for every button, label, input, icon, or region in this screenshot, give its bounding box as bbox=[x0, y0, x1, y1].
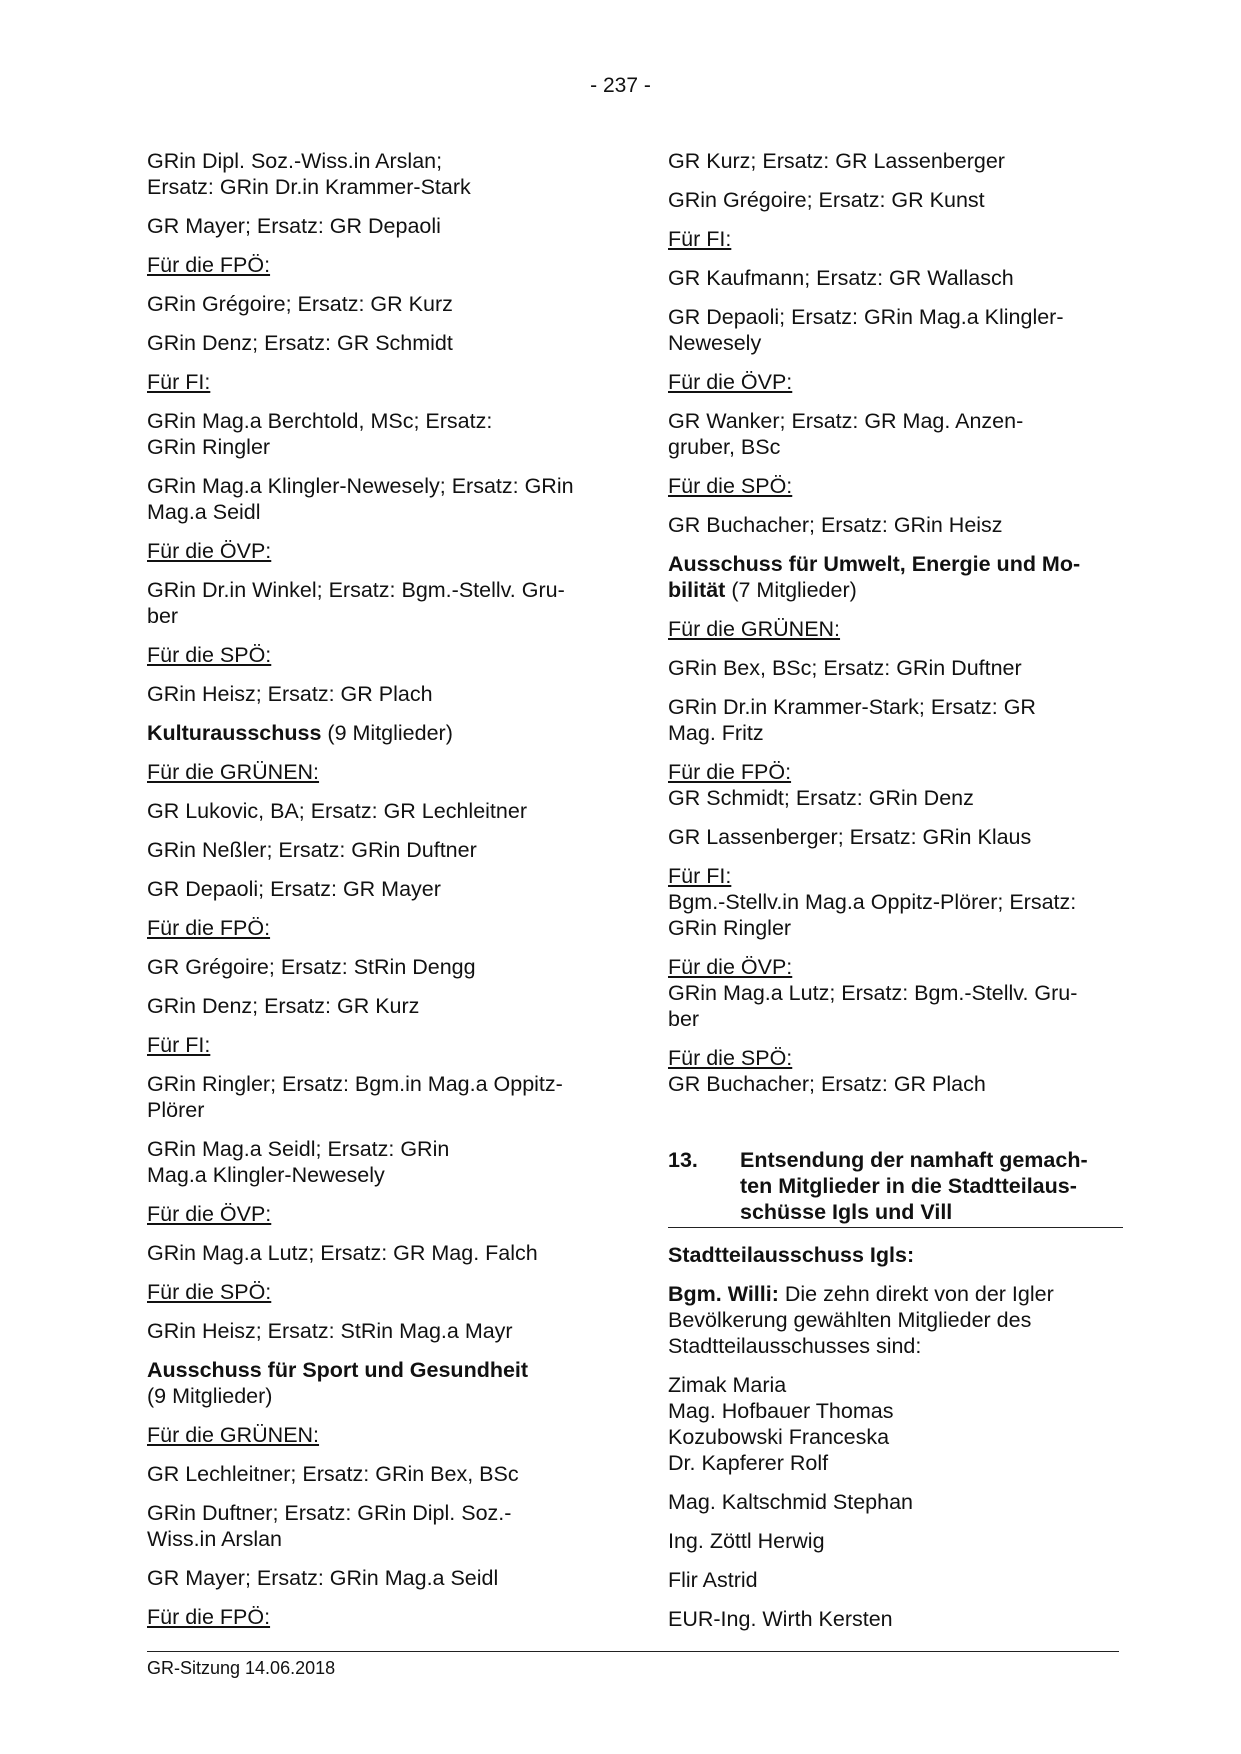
subsection-heading: Stadtteilausschuss Igls: bbox=[668, 1243, 915, 1267]
member-entry: GRin Neßler; Ersatz: GRin Duftner bbox=[147, 838, 477, 862]
member-entry: GR Buchacher; Ersatz: GRin Heisz bbox=[668, 513, 1003, 537]
member-entry: GRin Mag.a Seidl; Ersatz: GRin Mag.a Klingler-Newesely bbox=[147, 1137, 450, 1187]
member-entry: GRin Heisz; Ersatz: GR Plach bbox=[147, 682, 433, 706]
party-heading: Für die SPÖ: bbox=[668, 1046, 793, 1070]
committee-heading bbox=[668, 551, 1123, 603]
member-entry: GRin Duftner; Ersatz: GRin Dipl. Soz.- Wiss.in Arslan bbox=[147, 1501, 512, 1551]
committee-detail: (7 Mitglieder) bbox=[725, 578, 857, 602]
member-entry: GR Schmidt; Ersatz: GRin Denz bbox=[668, 786, 974, 810]
party-heading: Für FI: bbox=[668, 227, 732, 251]
member-entry: GRin Mag.a Berchtold, MSc; Ersatz: GRin Ringler bbox=[147, 409, 493, 459]
member-entry: GR Kaufmann; Ersatz: GR Wallasch bbox=[668, 266, 1014, 290]
member-entry: GRin Grégoire; Ersatz: GR Kurz bbox=[147, 292, 453, 316]
member-entry: GRin Mag.a Lutz; Ersatz: Bgm.-Stellv. Gru- ber bbox=[668, 981, 1078, 1031]
member-entry: GRin Mag.a Klingler-Newesely; Ersatz: GRin Mag.a Seidl bbox=[147, 474, 574, 524]
member-entry: Zimak Maria Mag. Hofbauer Thomas Kozubowski Franceska Dr. Kapferer Rolf bbox=[668, 1373, 894, 1475]
member-entry: GRin Grégoire; Ersatz: GR Kunst bbox=[668, 188, 985, 212]
party-heading: Für FI: bbox=[147, 1033, 211, 1057]
committee-title: Kulturausschuss bbox=[147, 721, 322, 745]
party-heading: Für die ÖVP: bbox=[147, 1202, 272, 1226]
party-heading: Für die SPÖ: bbox=[147, 1280, 272, 1304]
member-entry: GRin Dr.in Krammer-Stark; Ersatz: GR Mag. Fritz bbox=[668, 695, 1036, 745]
party-heading: Für FI: bbox=[668, 864, 732, 888]
member-entry: GR Lukovic, BA; Ersatz: GR Lechleitner bbox=[147, 799, 527, 823]
left-column bbox=[147, 148, 592, 1643]
member-entry: Mag. Kaltschmid Stephan bbox=[668, 1490, 913, 1514]
footer-divider bbox=[147, 1651, 1119, 1652]
party-heading: Für die FPÖ: bbox=[147, 1605, 271, 1629]
member-entry: GRin Denz; Ersatz: GR Schmidt bbox=[147, 331, 453, 355]
party-heading: Für die FPÖ: bbox=[668, 760, 792, 784]
party-heading: Für die FPÖ: bbox=[147, 253, 271, 277]
page-number: - 237 - bbox=[590, 74, 651, 97]
member-entry: Flir Astrid bbox=[668, 1568, 758, 1592]
member-entry: GR Lechleitner; Ersatz: GRin Bex, BSc bbox=[147, 1462, 519, 1486]
member-entry: GRin Denz; Ersatz: GR Kurz bbox=[147, 994, 420, 1018]
agenda-item-title: Entsendung der namhaft gemach- ten Mitglieder in die Stadtteilaus- schüsse Igls und Vill bbox=[740, 1148, 1088, 1224]
member-entry: EUR-Ing. Wirth Kersten bbox=[668, 1607, 893, 1631]
committee-detail: (9 Mitglieder) bbox=[321, 721, 453, 745]
member-entry: GR Mayer; Ersatz: GR Depaoli bbox=[147, 214, 441, 238]
committee-heading bbox=[668, 1281, 1123, 1359]
committee-detail: (9 Mitglieder) bbox=[147, 1384, 273, 1408]
member-entry: GRin Bex, BSc; Ersatz: GRin Duftner bbox=[668, 656, 1022, 680]
member-entry: GR Depaoli; Ersatz: GR Mayer bbox=[147, 877, 441, 901]
committee-detail: Die zehn direkt von der Igler Bevölkerung gewählten Mitglieder des Stadtteilausschusses sind: bbox=[668, 1282, 1054, 1358]
member-entry: Bgm.-Stellv.in Mag.a Oppitz-Plörer; Ersatz: GRin Ringler bbox=[668, 890, 1077, 940]
agenda-item-heading bbox=[668, 1147, 1123, 1228]
agenda-item-number: 13. bbox=[668, 1148, 698, 1172]
member-entry: GR Mayer; Ersatz: GRin Mag.a Seidl bbox=[147, 1566, 499, 1590]
party-heading: Für die GRÜNEN: bbox=[147, 1423, 320, 1447]
party-heading: Für die ÖVP: bbox=[147, 539, 272, 563]
member-entry: GRin Dipl. Soz.-Wiss.in Arslan; Ersatz: GRin Dr.in Krammer-Stark bbox=[147, 149, 471, 199]
member-entry: GR Kurz; Ersatz: GR Lassenberger bbox=[668, 149, 1005, 173]
party-heading: Für die FPÖ: bbox=[147, 916, 271, 940]
party-heading: Für die GRÜNEN: bbox=[668, 617, 841, 641]
committee-heading bbox=[147, 720, 592, 746]
member-entry: GRin Mag.a Lutz; Ersatz: GR Mag. Falch bbox=[147, 1241, 538, 1265]
member-entry: GR Grégoire; Ersatz: StRin Dengg bbox=[147, 955, 476, 979]
member-entry: GRin Heisz; Ersatz: StRin Mag.a Mayr bbox=[147, 1319, 513, 1343]
right-column bbox=[668, 148, 1123, 1645]
member-entry: GR Depaoli; Ersatz: GRin Mag.a Klingler- Newesely bbox=[668, 305, 1064, 355]
member-entry: GRin Dr.in Winkel; Ersatz: Bgm.-Stellv. Gru- ber bbox=[147, 578, 565, 628]
party-heading: Für FI: bbox=[147, 370, 211, 394]
party-heading: Für die ÖVP: bbox=[668, 370, 793, 394]
committee-title: Ausschuss für Sport und Gesundheit bbox=[147, 1358, 529, 1382]
member-entry: Ing. Zöttl Herwig bbox=[668, 1529, 825, 1553]
member-entry: GRin Ringler; Ersatz: Bgm.in Mag.a Oppitz- Plörer bbox=[147, 1072, 563, 1122]
party-heading: Für die SPÖ: bbox=[668, 474, 793, 498]
committee-title: Ausschuss für Umwelt, Energie und Mo- bilität bbox=[668, 552, 1081, 602]
committee-heading bbox=[147, 1357, 592, 1409]
party-heading: Für die ÖVP: bbox=[668, 955, 793, 979]
member-entry: GR Lassenberger; Ersatz: GRin Klaus bbox=[668, 825, 1032, 849]
member-entry: GR Buchacher; Ersatz: GR Plach bbox=[668, 1072, 986, 1096]
member-entry: GR Wanker; Ersatz: GR Mag. Anzen- gruber, BSc bbox=[668, 409, 1024, 459]
party-heading: Für die SPÖ: bbox=[147, 643, 272, 667]
footer-text: GR-Sitzung 14.06.2018 bbox=[147, 1658, 336, 1678]
committee-title: Bgm. Willi: bbox=[668, 1282, 779, 1306]
party-heading: Für die GRÜNEN: bbox=[147, 760, 320, 784]
